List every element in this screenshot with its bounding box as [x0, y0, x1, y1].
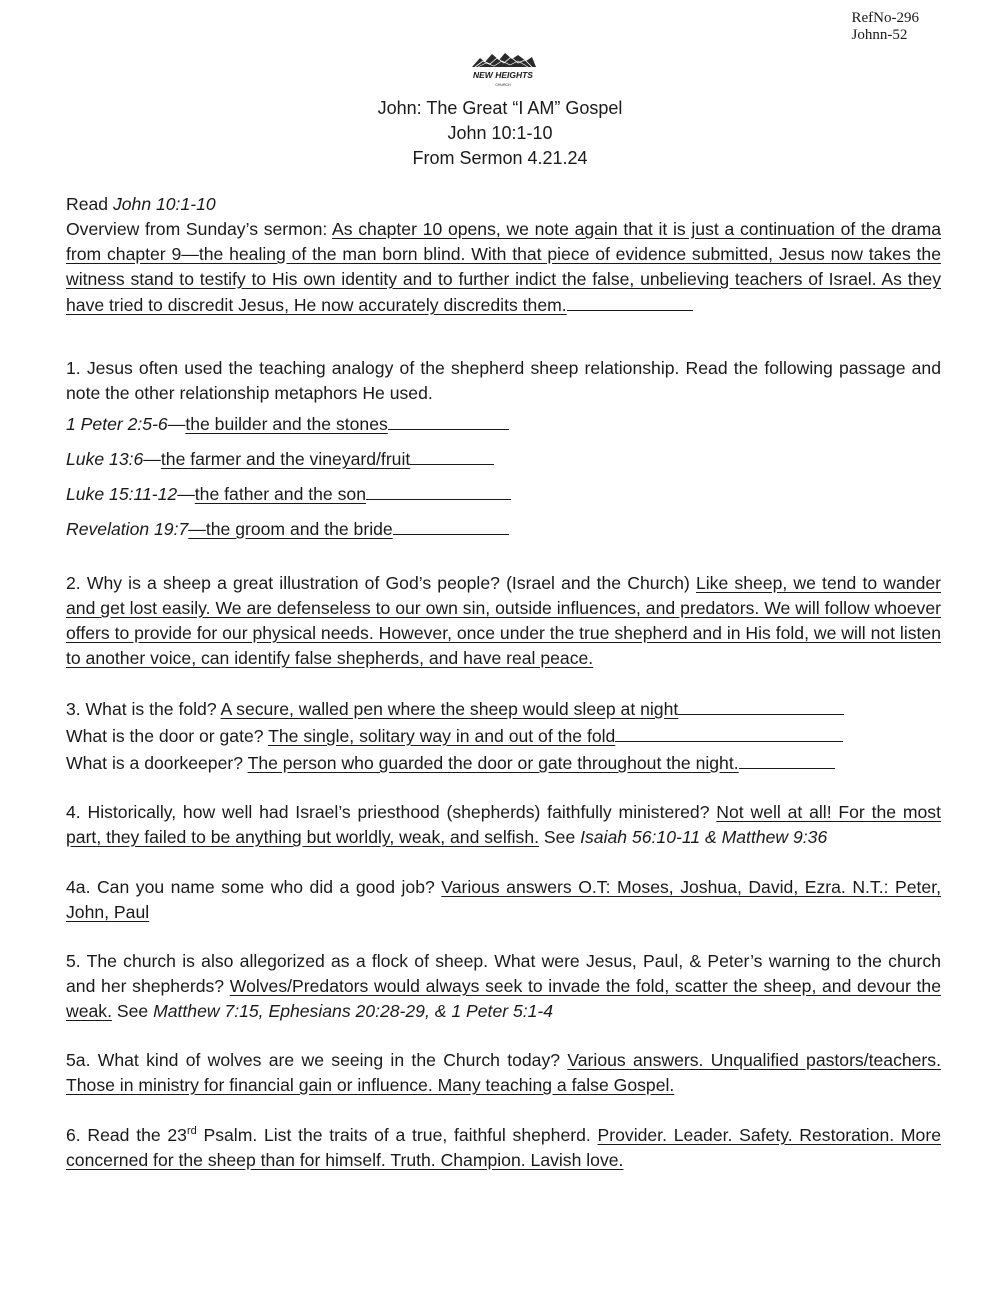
question-3-answer: The single, solitary way in and out of the fold	[268, 726, 616, 746]
answer-blank-line	[410, 446, 494, 465]
document-sermon-date: From Sermon 4.21.24	[412, 148, 588, 168]
question-4a: 4a. Can you name some who did a good job? Various answers O.T: Moses, Joshua, David, Ezra. N.T.: Peter, John, Paul	[66, 877, 941, 922]
question-3-answer: A secure, walled pen where the sheep would sleep at night	[220, 699, 679, 719]
reference-number	[852, 10, 920, 44]
question-2-answer: Like sheep, we tend to wander and get lost easily. We are defenseless to our own sin, outside influences, and predators. We will follow whoever offers to provide for our physical needs. However, once under the true shepherd and in His fold, we will not listen to another voice, can identify false shepherds, and have real peace.	[66, 573, 941, 668]
metaphor-item: 1 Peter 2:5-6—the builder and the stones	[66, 407, 941, 442]
question-3-line: What is a doorkeeper? The person who guarded the door or gate throughout the night.	[66, 750, 941, 777]
ref-line-2: Johnn-52	[851, 27, 908, 43]
question-3-line: 3. What is the fold? A secure, walled pen where the sheep would sleep at night	[66, 696, 941, 723]
question-6: 6. Read the 23rd Psalm. List the traits of a true, faithful shepherd. Provider. Leader. Safety. Restoration. More concerned for the sheep than for himself. Truth. Champion. Lavish love.	[66, 1125, 941, 1170]
document-passage: John 10:1-10	[447, 123, 553, 143]
question-5: 5. The church is also allegorized as a flock of sheep. What were Jesus, Paul, & Peter’s warning to the church and her shepherds? Wolves/Predators would always seek to invade the fold, scatter the sheep, and devour the weak. See Matthew 7:15, Ephesians 20:28-29, & 1 Peter 5:1-4	[66, 951, 941, 1021]
read-instruction: Read John 10:1-10	[66, 194, 216, 214]
metaphor-item: Luke 13:6—the farmer and the vineyard/fruit	[66, 442, 941, 477]
answer-blank-line	[739, 750, 835, 769]
metaphor-item	[66, 512, 941, 547]
answer-blank-line	[678, 696, 844, 715]
question-4a-answer: Various answers O.T: Moses, Joshua, David, Ezra. N.T.: Peter, John, Paul	[66, 877, 941, 922]
scripture-ref: Luke 15:11-12	[66, 484, 178, 504]
metaphor-answer: the builder and the stones	[185, 414, 388, 434]
read-reference: John 10:1-10	[112, 194, 216, 214]
question-3	[66, 696, 941, 777]
question-4-answer: Not well at all! For the most part, they failed to be anything but worldly, weak, and selfish.	[66, 802, 941, 847]
ref-line-1: RefNo-296	[851, 10, 919, 26]
question-5a: 5a. What kind of wolves are we seeing in the Church today? Various answers. Unqualified pastors/teachers. Those in ministry for financial gain or influence. Many teaching a false Gospel.	[66, 1050, 941, 1095]
overview-answer: As chapter 10 opens, we note again that it is just a continuation of the drama from chapter 9—the healing of the man born blind. With that piece of evidence submitted, Jesus now takes the witness stand to testify to His own identity and to further indict the false, unbelieving teachers of Israel. As they have tried to discredit Jesus, He now accurately discredits them.	[66, 219, 942, 315]
study-guide-body	[66, 192, 941, 1173]
answer-blank-line	[388, 411, 509, 430]
scripture-ref: Luke 13:6	[66, 449, 144, 469]
answer-blank-line	[393, 516, 509, 535]
document-title: John: The Great “I AM” Gospel	[377, 98, 623, 118]
metaphor-answer: —the groom and the bride	[188, 519, 393, 539]
question-3-answer: The person who guarded the door or gate throughout the night.	[247, 753, 739, 773]
question-4: 4. Historically, how well had Israel’s priesthood (shepherds) faithfully ministered? Not well at all! For the most part, they failed to be anything but worldly, weak, and selfish. See Isaiah 56:10-11 & Matthew 9:36	[66, 802, 941, 847]
question-5a-answer: Various answers. Unqualified pastors/teachers. Those in ministry for financial gain or influence. Many teaching a false Gospel.	[66, 1050, 941, 1095]
question-1: 1. Jesus often used the teaching analogy of the shepherd sheep relationship. Read the following passage and note the other relationship metaphors He used.	[66, 358, 941, 403]
answer-blank-line	[366, 481, 511, 500]
overview-label: Overview from Sunday’s sermon:	[66, 219, 333, 239]
question-4-refs: Isaiah 56:10-11 & Matthew 9:36	[580, 827, 828, 847]
question-5-answer: Wolves/Predators would always seek to invade the fold, scatter the sheep, and devour the weak.	[66, 976, 941, 1021]
document-header	[0, 96, 1000, 171]
overview-section	[66, 217, 941, 318]
logo-wordmark: NEW HEIGHTS	[473, 70, 533, 80]
question-2: 2. Why is a sheep a great illustration of God’s people? (Israel and the Church) Like sheep, we tend to wander and get lost easily. We are defenseless to our own sin, outside influences, and predators. We will follow whoever offers to provide for our physical needs. However, once under the true shepherd and in His fold, we will not listen to another voice, can identify false shepherds, and have real peace.	[66, 573, 941, 668]
answer-blank-line	[615, 723, 843, 742]
question-5-refs: Matthew 7:15, Ephesians 20:28-29, & 1 Peter 5:1-4	[153, 1001, 554, 1021]
question-3-line: What is the door or gate? The single, solitary way in and out of the fold	[66, 723, 941, 750]
metaphor-item: Luke 15:11-12—the father and the son	[66, 477, 941, 512]
logo-subtext: CHURCH	[495, 83, 511, 87]
church-logo	[466, 52, 540, 90]
question-6-answer: Provider. Leader. Safety. Restoration. More concerned for the sheep than for himself. Truth. Champion. Lavish love.	[66, 1125, 941, 1170]
scripture-ref: Revelation 19:7	[66, 519, 189, 539]
metaphor-answer: the father and the son	[194, 484, 366, 504]
metaphor-list	[66, 407, 941, 547]
answer-blank-line	[567, 292, 693, 311]
metaphor-answer: the farmer and the vineyard/fruit	[160, 449, 411, 469]
scripture-ref: 1 Peter 2:5-6	[66, 414, 168, 434]
